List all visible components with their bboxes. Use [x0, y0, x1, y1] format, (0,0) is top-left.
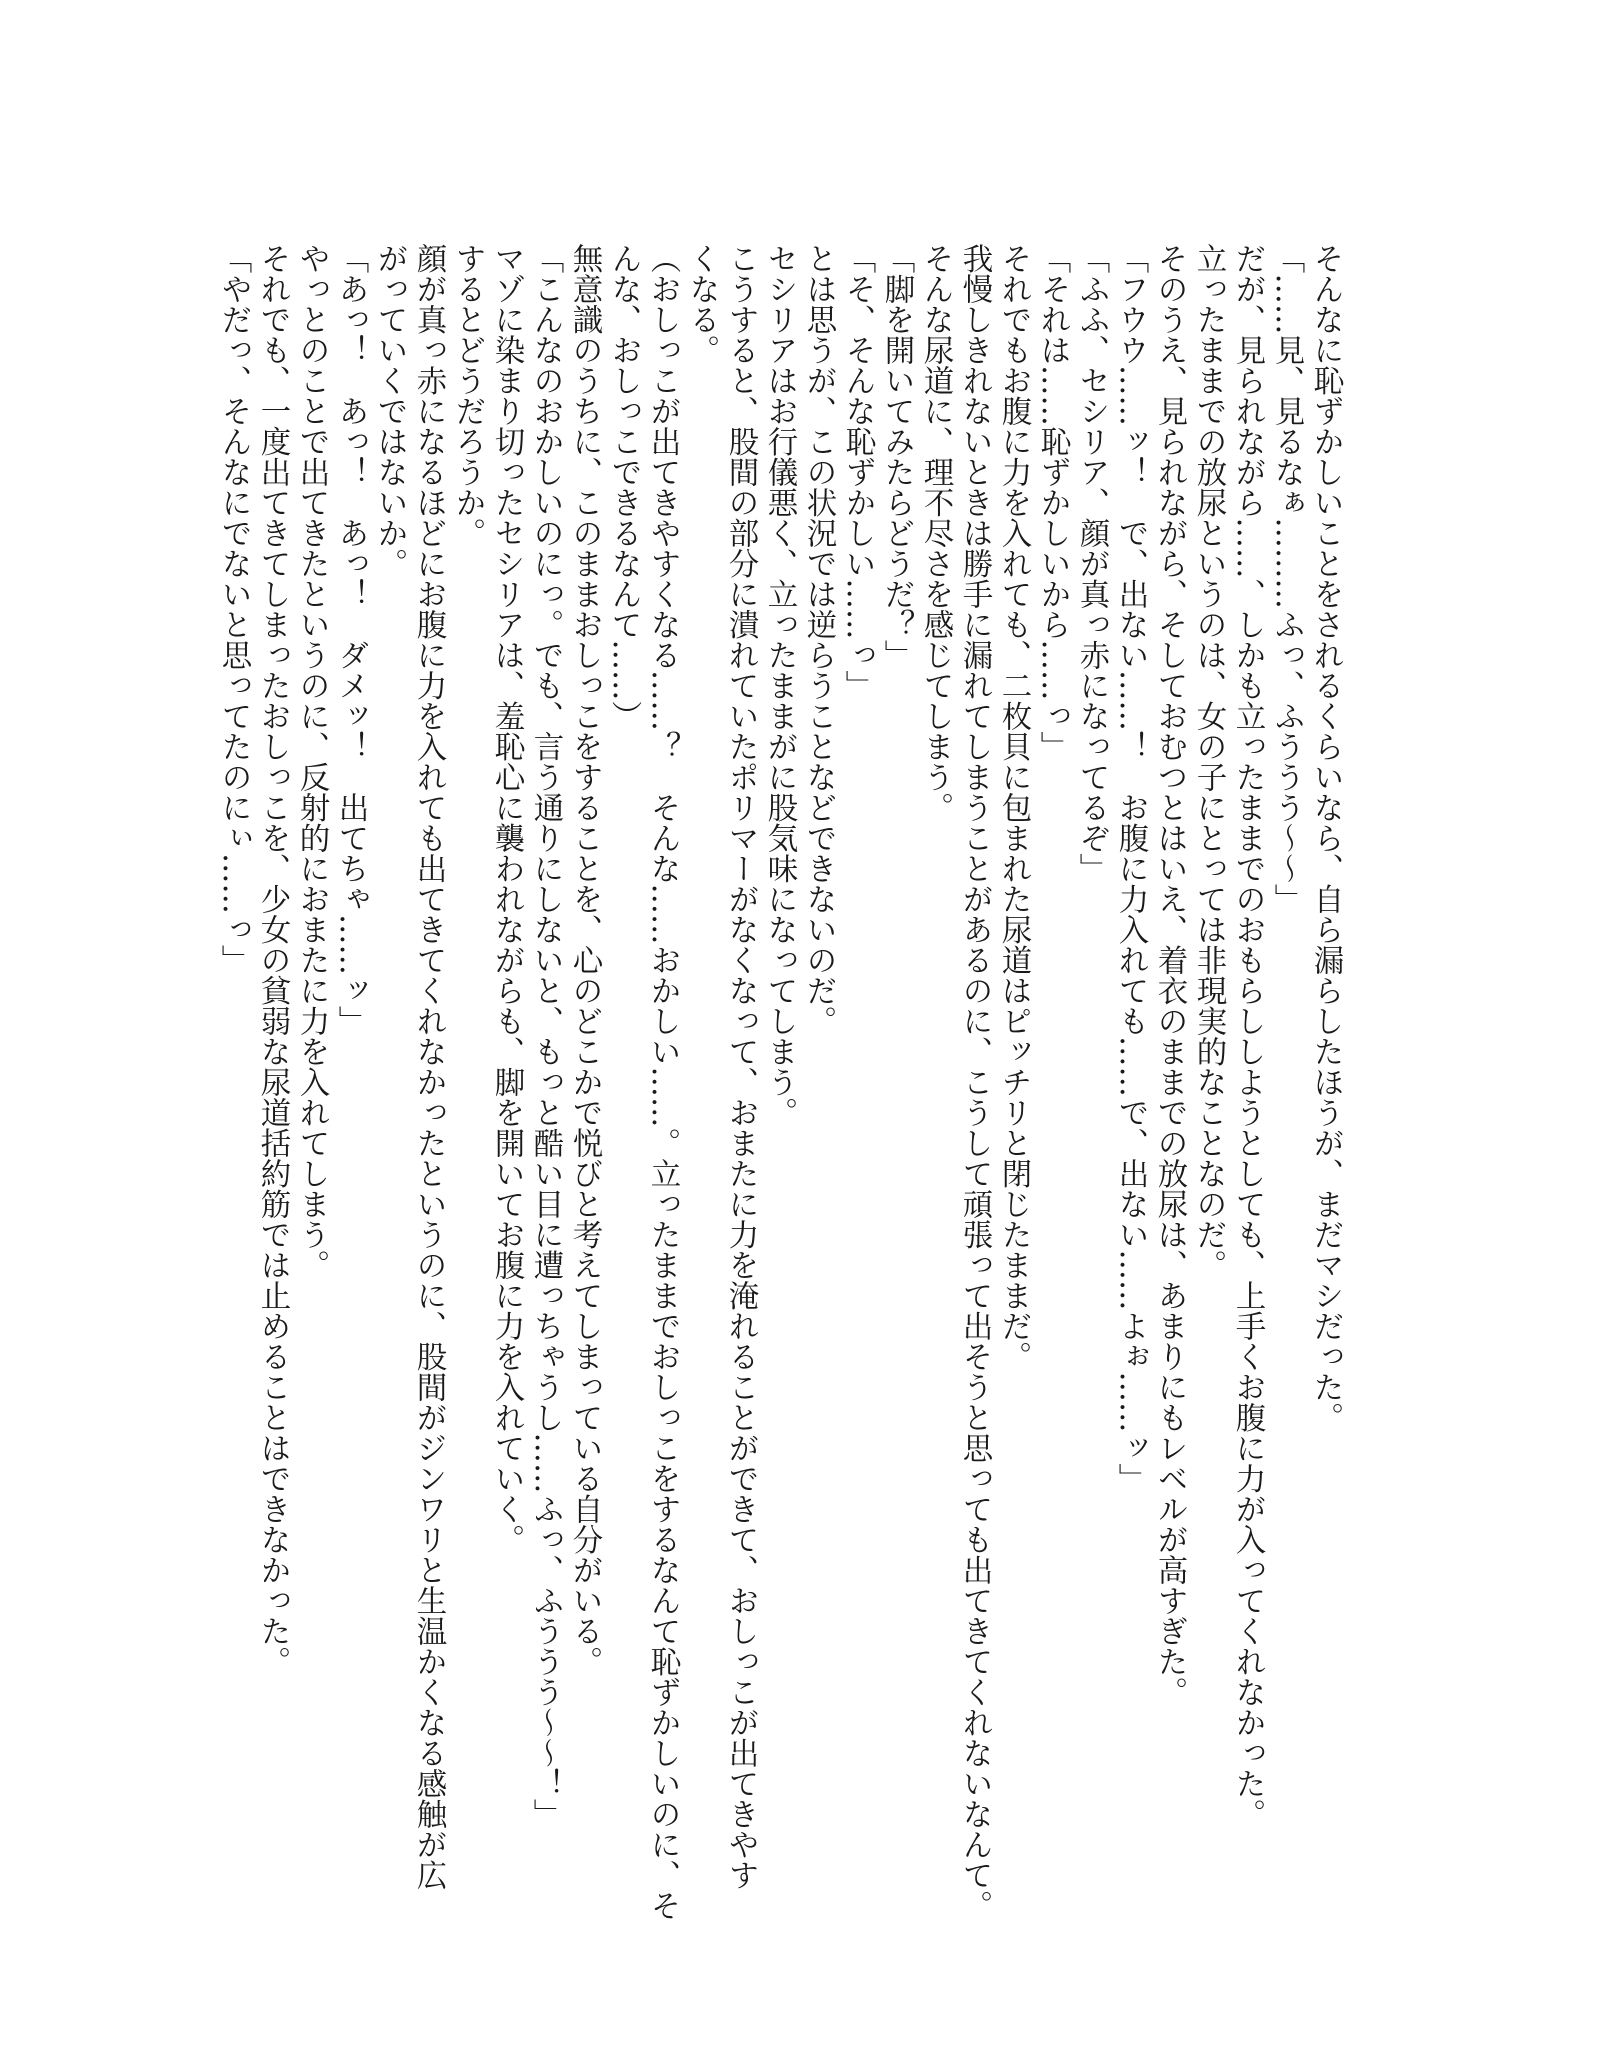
- text-line: 「フウウ……ッ！ で、出ない……！ お腹に力入れても……で、出ない……よぉ……ッ」: [1113, 243, 1148, 1494]
- text-line: 無意識のうちに、このままおしっこをすることを、心のどこかで悦びと考えてしまっている自分がいる。: [567, 243, 602, 1677]
- text-line: やっとのことで出てきたというのに、反射的におまたに力を入れてしまう。: [294, 243, 329, 1280]
- text-line: 「それは……恥ずかしいから……っ」: [1035, 243, 1070, 762]
- text-line: がっていくではないか。: [372, 243, 407, 579]
- text-line: するとどうだろうか。: [450, 243, 485, 548]
- text-line: （おしっこが出てきやすくなる……？ そんな……おかしい……。立ったままでおしっこをするなんて恥ずかしいのに、そ: [645, 243, 680, 1921]
- text-line: そのうえ、見られながら、そしておむつとはいえ、着衣のままでの放尿は、あまりにもレベルが高すぎた。: [1152, 243, 1187, 1707]
- text-line: んな、おしっこできるなんて……）: [606, 243, 641, 731]
- text-line: 「……見、見るなぁ………ふっ、ふううう〜〜」: [1269, 243, 1304, 914]
- text-line: それでもお腹に力を入れても、二枚貝に包まれた尿道はピッチリと閉じたままだ。: [996, 243, 1031, 1372]
- text-line: 「あっ！ あっ！ あっ！ ダメッ！ 出てちゃ……ッ」: [333, 243, 368, 1036]
- text-line: 「そ、そんな恥ずかしい……っ」: [840, 243, 875, 701]
- text-line: とは思うが、この状況では逆らうことなどできないのだ。: [801, 243, 836, 1036]
- text-line: こうすると、股間の部分に潰れていたポリマーがなくなって、おまたに力を淹れることができて、おしっこが出てきやす: [723, 243, 758, 1890]
- text-line: 「こんなのおかしいのにっ。でも、言う通りにしないと、もっと酷い目に遭っちゃうし……ふっ、ふううう〜〜！」: [528, 243, 563, 1829]
- text-line: くなる。: [684, 243, 719, 365]
- text-line: だが、見られながら……、しかも立ったままでのおもらししようとしても、上手くお腹に力が入ってくれなかった。: [1230, 243, 1265, 1829]
- text-line: マゾに染まり切ったセシリアは、羞恥心に襲われながらも、脚を開いてお腹に力を入れていく。: [489, 243, 524, 1555]
- text-line: 「やだっ、そんなにでないと思ってたのにぃ……っ」: [216, 243, 251, 975]
- text-line: 我慢しきれないときは勝手に漏れてしまうことがあるのに、こうして頑張って出そうと思っても出てきてくれないなんて。: [957, 243, 992, 1921]
- text-line: それでも、一度出てきてしまったおしっこを、少女の貧弱な尿道括約筋では止めることはできなかった。: [255, 243, 290, 1677]
- vertical-text-body: [216, 243, 1345, 1921]
- text-line: 顔が真っ赤になるほどにお腹に力を入れても出てきてくれなかったというのに、股間がジンワリと生温かくなる感触が広: [411, 243, 446, 1890]
- text-line: そんな尿道に、理不尽さを感じてしまう。: [918, 243, 953, 823]
- text-line: そんなに恥ずかしいことをされるくらいなら、自ら漏らしたほうが、まだマシだった。: [1308, 243, 1343, 1433]
- text-line: 「ふふ、セシリア、顔が真っ赤になってるぞ」: [1074, 243, 1109, 884]
- text-line: セシリアはお行儀悪く、立ったままがに股気味になってしまう。: [762, 243, 797, 1128]
- text-line: 立ったままでの放尿というのは、女の子にとっては非現実的なことなのだ。: [1191, 243, 1226, 1280]
- text-line: 「脚を開いてみたらどうだ？」: [879, 243, 914, 670]
